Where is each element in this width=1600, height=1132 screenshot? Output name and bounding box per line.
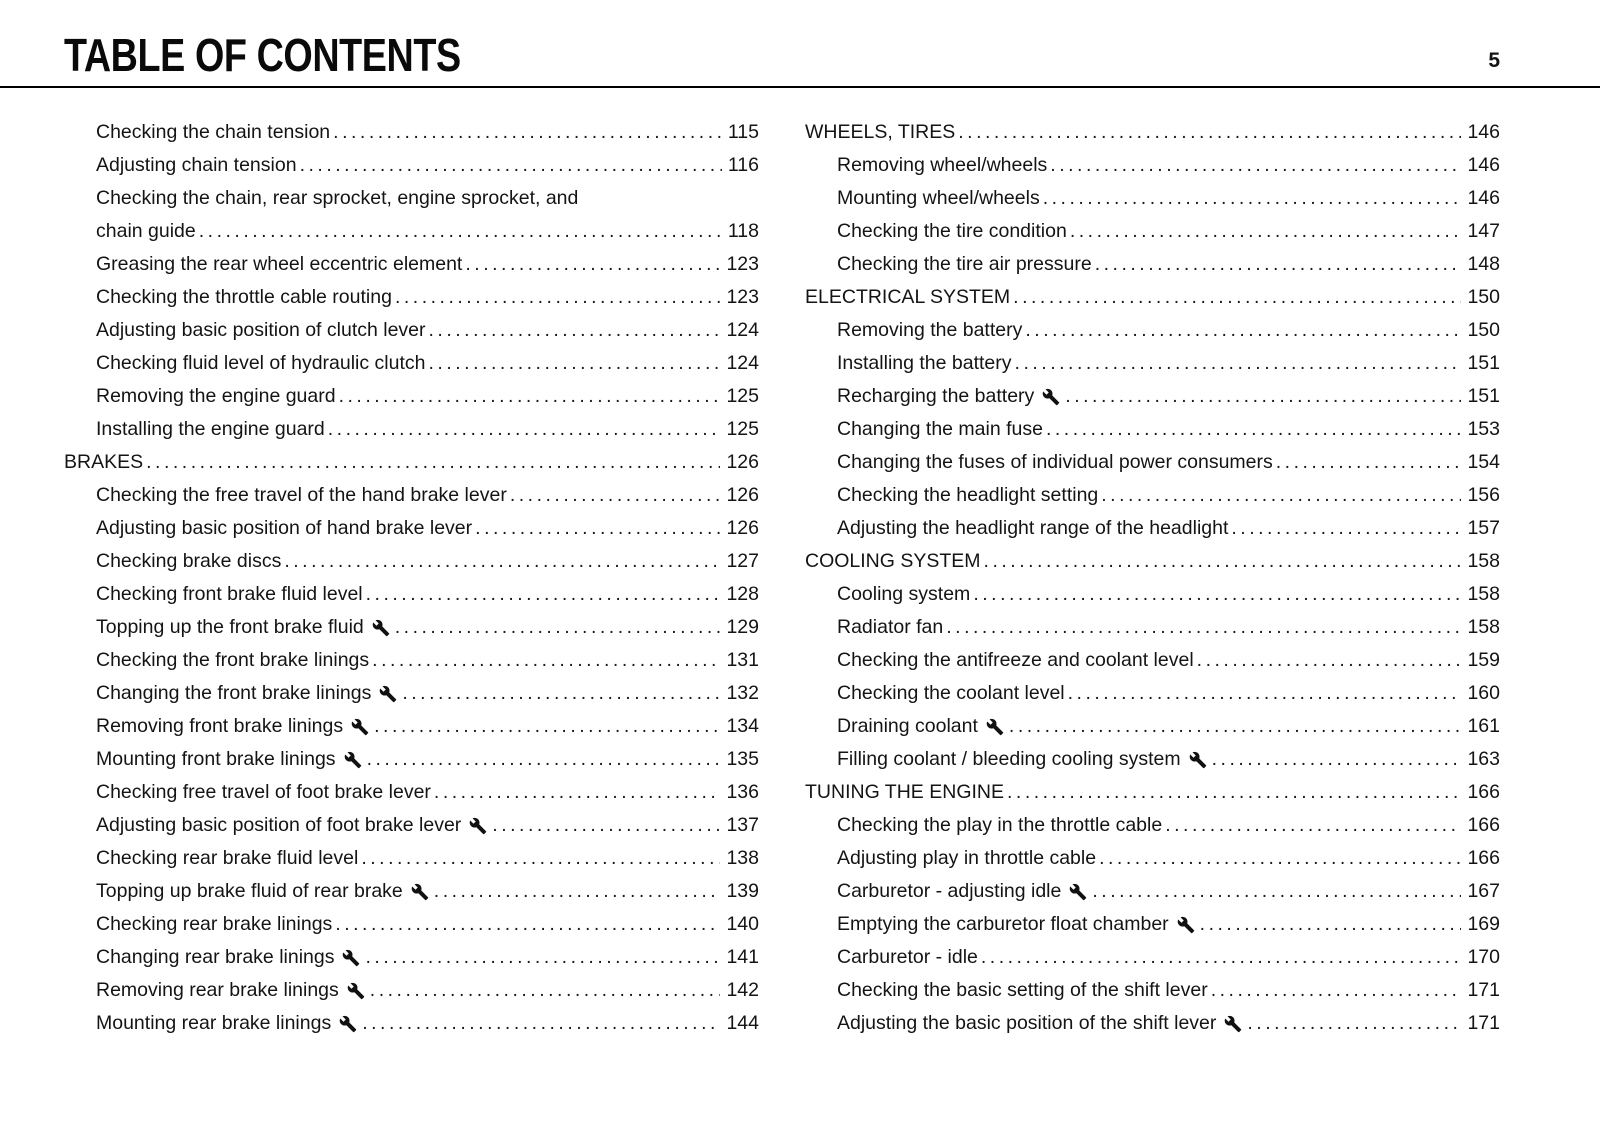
leader-dots [1068,677,1462,710]
entry-label: Changing the fuses of individual power consumers [837,451,1273,473]
entry-label: Checking the chain tension [96,121,331,143]
entry-label: Cooling system [837,583,971,605]
entry-row [64,875,759,908]
entry-row [805,347,1500,380]
leader-dots [328,413,721,446]
entry-label: Topping up brake fluid of rear brake [96,880,403,902]
entry-row [805,842,1500,875]
toc-entry [64,809,759,842]
entry-row [64,809,759,842]
entry-label: chain guide [96,220,196,242]
page-number: 5 [1488,49,1500,72]
entry-row [64,644,759,677]
entry-label: Removing the engine guard [96,385,336,407]
entry-label: Greasing the rear wheel eccentric element [96,253,463,275]
toc-entry [64,710,759,743]
toc-entry [64,545,759,578]
entry-row [64,116,759,149]
entry-label: BRAKES [64,451,144,473]
entry-label: Adjusting basic position of hand brake lever [96,517,473,539]
entry-row [64,512,759,545]
wrench-icon [372,619,390,637]
entry-row [805,215,1500,248]
entry-row [805,248,1500,281]
leader-dots [1276,446,1462,479]
entry-label: Carburetor - idle [837,946,978,968]
entry-label: Topping up the front brake fluid [96,616,364,638]
entry-label: WHEELS, TIRES [805,121,956,143]
leader-dots [1050,149,1461,182]
leader-dots [1231,512,1461,545]
entry-page-number: 124 [726,352,759,374]
entry-row [64,842,759,875]
entry-label: Adjusting the basic position of the shift lever [837,1012,1217,1034]
entry-row [805,974,1500,1007]
entry-label: Checking rear brake linings [96,913,333,935]
entry-label: Changing the main fuse [837,418,1043,440]
entry-label: Checking fluid level of hydraulic clutch [96,352,426,374]
entry-row [805,149,1500,182]
entry-page-number: 134 [726,715,759,737]
entry-row [805,545,1500,578]
leader-dots [984,545,1462,578]
entry-page-number: 146 [1467,121,1500,143]
entry-row [64,908,759,941]
entry-label: Adjusting basic position of foot brake lever [96,814,462,836]
entry-row [64,710,759,743]
toc-entry [805,512,1500,545]
entry-label: Checking the throttle cable routing [96,286,392,308]
leader-dots [284,545,720,578]
leader-dots [434,776,721,809]
leader-dots [395,281,721,314]
entry-label: Changing the front brake linings [96,682,372,704]
entry-label: Adjusting basic position of clutch lever [96,319,426,341]
entry-label: Removing the battery [837,319,1023,341]
entry-page-number: 116 [727,154,759,176]
leader-dots [1095,248,1462,281]
entry-page-number: 125 [726,385,759,407]
entry-label: Checking free travel of foot brake lever [96,781,431,803]
entry-page-number: 123 [726,253,759,275]
leader-dots [1092,875,1461,908]
toc-entry [805,380,1500,413]
toc-entry [64,875,759,908]
entry-row [64,941,759,974]
entry-page-number: 171 [1467,979,1500,1001]
entry-label: Checking the free travel of the hand brake lever [96,484,507,506]
toc-entry [805,776,1500,809]
wrench-icon [1189,751,1207,769]
entry-label: Adjusting chain tension [96,154,297,176]
entry-page-number: 139 [726,880,759,902]
toc-entry [64,281,759,314]
leader-dots [1200,908,1462,941]
entry-row [64,149,759,182]
toc-entry [64,446,759,479]
entry-row [64,446,759,479]
entry-row [805,380,1500,413]
entry-page-number: 151 [1467,385,1500,407]
toc-entry [64,644,759,677]
entry-row [64,974,759,1007]
entry-page-number: 126 [726,484,759,506]
entry-page-number: 153 [1467,418,1500,440]
entry-label: Installing the engine guard [96,418,325,440]
entry-label: Carburetor - adjusting idle [837,880,1062,902]
wrench-icon [347,982,365,1000]
entry-page-number: 166 [1467,814,1500,836]
entry-page-number: 124 [726,319,759,341]
toc-entry [64,512,759,545]
entry-page-number: 169 [1467,913,1500,935]
leader-dots [361,842,720,875]
toc-entry [64,743,759,776]
entry-row [64,380,759,413]
entry-label: Checking the basic setting of the shift lever [837,979,1208,1001]
leader-dots [973,578,1461,611]
toc-body [0,88,1600,1040]
leader-dots [1013,281,1461,314]
entry-page-number: 154 [1467,451,1500,473]
entry-row [64,611,759,644]
wrench-icon [351,718,369,736]
leader-dots [475,512,720,545]
entry-row [805,281,1500,314]
entry-page-number: 166 [1467,781,1500,803]
toc-entry [64,314,759,347]
toc-entry [805,281,1500,314]
leader-dots [335,908,720,941]
entry-page-number: 138 [726,847,759,869]
entry-page-number: 146 [1467,154,1500,176]
entry-label: ELECTRICAL SYSTEM [805,286,1011,308]
entry-label: Removing front brake linings [96,715,344,737]
entry-page-number: 127 [726,550,759,572]
entry-row [805,116,1500,149]
toc-entry [64,677,759,710]
entry-label: Installing the battery [837,352,1012,374]
entry-label: Removing rear brake linings [96,979,339,1001]
toc-entry [805,710,1500,743]
page-header [0,0,1600,88]
entry-label: TUNING THE ENGINE [805,781,1004,803]
toc-column-right [805,116,1500,1040]
toc-entry [64,149,759,182]
toc-entry [805,644,1500,677]
entry-row [805,875,1500,908]
toc-entry [64,842,759,875]
entry-page-number: 135 [726,748,759,770]
leader-dots [333,116,722,149]
entry-row [64,413,759,446]
toc-entry [64,413,759,446]
toc-entry [805,941,1500,974]
entry-label: Radiator fan [837,616,944,638]
entry-row [64,248,759,281]
entry-label: Mounting wheel/wheels [837,187,1040,209]
toc-entry [805,413,1500,446]
leader-dots [1165,809,1461,842]
entry-page-number: 157 [1467,517,1500,539]
leader-dots [199,215,722,248]
entry-label: Checking the antifreeze and coolant level [837,649,1194,671]
entry-row [805,512,1500,545]
toc-entry [64,776,759,809]
entry-page-number: 129 [726,616,759,638]
entry-row [805,809,1500,842]
toc-entry [805,677,1500,710]
toc-entry [805,908,1500,941]
entry-row [805,743,1500,776]
leader-dots [1009,710,1462,743]
entry-page-number: 170 [1467,946,1500,968]
entry-page-number: 123 [726,286,759,308]
entry-label: Adjusting play in throttle cable [837,847,1097,869]
toc-entry [64,611,759,644]
leader-dots [300,149,722,182]
toc-entry [64,116,759,149]
entry-page-number: 167 [1467,880,1500,902]
toc-entry [64,182,759,248]
entry-page-number: 156 [1467,484,1500,506]
leader-dots [372,644,720,677]
entry-label: Filling coolant / bleeding cooling system [837,748,1181,770]
entry-row [805,578,1500,611]
entry-page-number: 171 [1467,1012,1500,1034]
entry-page-number: 142 [726,979,759,1001]
entry-label: Draining coolant [837,715,978,737]
leader-dots [1046,413,1461,446]
entry-row [64,545,759,578]
leader-dots [362,1007,720,1040]
leader-dots [510,479,721,512]
toc-entry [805,314,1500,347]
toc-entry [805,974,1500,1007]
toc-column-left [64,116,759,1040]
leader-dots [492,809,720,842]
entry-row [805,413,1500,446]
entry-label: Mounting front brake linings [96,748,336,770]
entry-label: Checking the front brake linings [96,649,370,671]
entry-row [805,908,1500,941]
wrench-icon [1224,1015,1242,1033]
toc-entry [805,545,1500,578]
toc-entry [64,1007,759,1040]
toc-entry [805,248,1500,281]
entry-page-number: 150 [1467,319,1500,341]
entry-label-line1: Checking the chain, rear sprocket, engine sprocket, and [96,187,579,209]
leader-dots [1025,314,1461,347]
entry-label: COOLING SYSTEM [805,550,981,572]
entry-row [64,347,759,380]
leader-dots [958,116,1461,149]
entry-label: Mounting rear brake linings [96,1012,332,1034]
entry-page-number: 160 [1467,682,1500,704]
toc-entry [805,479,1500,512]
leader-dots [1212,743,1462,776]
leader-dots [1065,380,1461,413]
entry-row [64,743,759,776]
wrench-icon [344,751,362,769]
toc-entry [805,875,1500,908]
entry-row [805,479,1500,512]
leader-dots [1247,1007,1461,1040]
entry-page-number: 163 [1467,748,1500,770]
leader-dots [366,578,721,611]
leader-dots [1007,776,1461,809]
entry-page-number: 125 [726,418,759,440]
toc-entry [805,446,1500,479]
leader-dots [465,248,720,281]
entry-label: Checking the tire air pressure [837,253,1092,275]
toc-entry [805,809,1500,842]
entry-label: Checking the coolant level [837,682,1065,704]
entry-row [805,611,1500,644]
entry-row [64,677,759,710]
entry-row [64,314,759,347]
entry-label: Emptying the carburetor float chamber [837,913,1169,935]
toc-entry [805,149,1500,182]
entry-page-number: 158 [1467,583,1500,605]
leader-dots [395,611,721,644]
toc-entry [805,116,1500,149]
leader-dots [1101,479,1461,512]
entry-row [64,479,759,512]
entry-page-number: 146 [1467,187,1500,209]
entry-page-number: 151 [1467,352,1500,374]
entry-page-number: 147 [1467,220,1500,242]
entry-page-number: 161 [1467,715,1500,737]
wrench-icon [342,949,360,967]
toc-entry [805,743,1500,776]
entry-page-number: 136 [726,781,759,803]
entry-page-number: 166 [1467,847,1500,869]
entry-page-number: 150 [1467,286,1500,308]
toc-entry [805,611,1500,644]
wrench-icon [986,718,1004,736]
toc-entry [64,578,759,611]
entry-row [805,314,1500,347]
entry-label: Removing wheel/wheels [837,154,1048,176]
entry-row [805,941,1500,974]
leader-dots [365,941,720,974]
leader-dots [146,446,720,479]
wrench-icon [1069,883,1087,901]
entry-label: Changing rear brake linings [96,946,335,968]
leader-dots [1197,644,1462,677]
entry-page-number: 132 [726,682,759,704]
entry-page-number: 144 [726,1012,759,1034]
entry-label: Checking brake discs [96,550,282,572]
leader-dots [1070,215,1462,248]
toc-entry [805,182,1500,215]
entry-row [64,578,759,611]
entry-label: Adjusting the headlight range of the headlight [837,517,1229,539]
entry-row [805,446,1500,479]
toc-entry [805,578,1500,611]
toc-entry [805,842,1500,875]
entry-page-number: 159 [1467,649,1500,671]
leader-dots [1015,347,1462,380]
toc-entry [64,908,759,941]
leader-dots [1043,182,1462,215]
wrench-icon [1177,916,1195,934]
entry-page-number: 140 [726,913,759,935]
leader-dots [981,941,1462,974]
toc-entry [805,347,1500,380]
leader-dots [1211,974,1462,1007]
leader-dots [434,875,721,908]
wrench-icon [379,685,397,703]
entry-page-number: 118 [727,220,759,242]
entry-label: Recharging the battery [837,385,1035,407]
entry-page-number: 158 [1467,550,1500,572]
entry-row [805,1007,1500,1040]
entry-page-number: 126 [726,451,759,473]
toc-entry [64,380,759,413]
entry-row [805,677,1500,710]
entry-label: Checking front brake fluid level [96,583,363,605]
leader-dots [946,611,1461,644]
entry-row [64,281,759,314]
toc-entry [805,215,1500,248]
entry-page-number: 115 [727,121,759,143]
entry-label: Checking the tire condition [837,220,1067,242]
leader-dots [339,380,721,413]
entry-row [64,776,759,809]
entry-page-number: 148 [1467,253,1500,275]
toc-entry [64,941,759,974]
entry-page-number: 128 [726,583,759,605]
leader-dots [370,974,721,1007]
toc-entry [64,479,759,512]
leader-dots [402,677,720,710]
entry-page-number: 131 [726,649,759,671]
entry-label: Checking the play in the throttle cable [837,814,1163,836]
entry-row [805,710,1500,743]
entry-label: Checking the headlight setting [837,484,1099,506]
leader-dots [1099,842,1461,875]
entry-page-number: 141 [726,946,759,968]
entry-row [805,644,1500,677]
toc-entry [64,248,759,281]
toc-entry [64,347,759,380]
leader-dots [374,710,720,743]
entry-label: Checking rear brake fluid level [96,847,359,869]
leader-dots [429,314,721,347]
entry-row [64,215,759,248]
toc-entry [805,1007,1500,1040]
entry-row [64,1007,759,1040]
leader-dots [367,743,721,776]
wrench-icon [339,1015,357,1033]
wrench-icon [411,883,429,901]
entry-row [805,776,1500,809]
entry-page-number: 158 [1467,616,1500,638]
entry-row [805,182,1500,215]
wrench-icon [469,817,487,835]
page-title: TABLE OF CONTENTS [64,29,461,81]
entry-page-number: 126 [726,517,759,539]
entry-page-number: 137 [726,814,759,836]
toc-entry [64,974,759,1007]
leader-dots [429,347,721,380]
wrench-icon [1042,388,1060,406]
